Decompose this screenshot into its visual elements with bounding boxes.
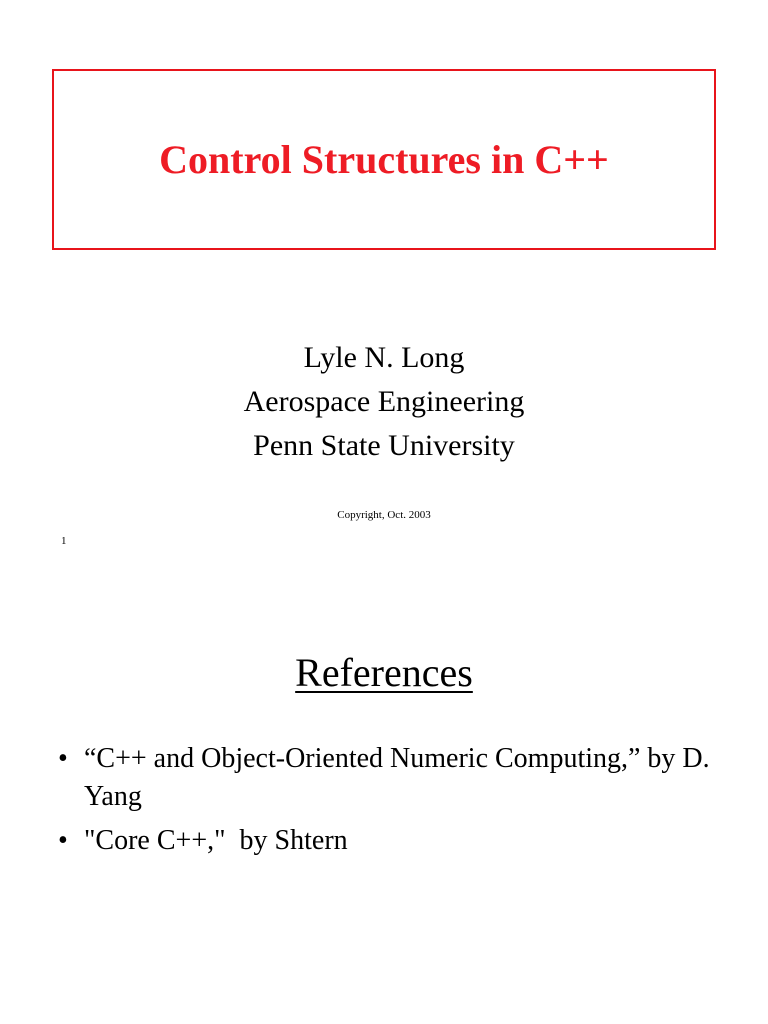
reference-text: “C++ and Object-Oriented Numeric Computing,” by D. Yang [84, 743, 710, 812]
author-university: Penn State University [253, 429, 515, 462]
references-list [58, 740, 738, 866]
page-number: 1 [61, 535, 67, 547]
copyright-note: Copyright, Oct. 2003 [337, 509, 431, 521]
bullet-icon: • [58, 825, 68, 856]
author-name: Lyle N. Long [303, 341, 465, 374]
bullet-icon: • [58, 743, 68, 774]
reference-item [58, 740, 738, 816]
references-heading: References [295, 650, 473, 695]
reference-item [58, 822, 738, 860]
author-block [0, 336, 768, 468]
author-department: Aerospace Engineering [243, 385, 525, 418]
reference-text: "Core C++," by Shtern [84, 825, 348, 856]
slide-title: Control Structures in C++ [159, 137, 609, 182]
